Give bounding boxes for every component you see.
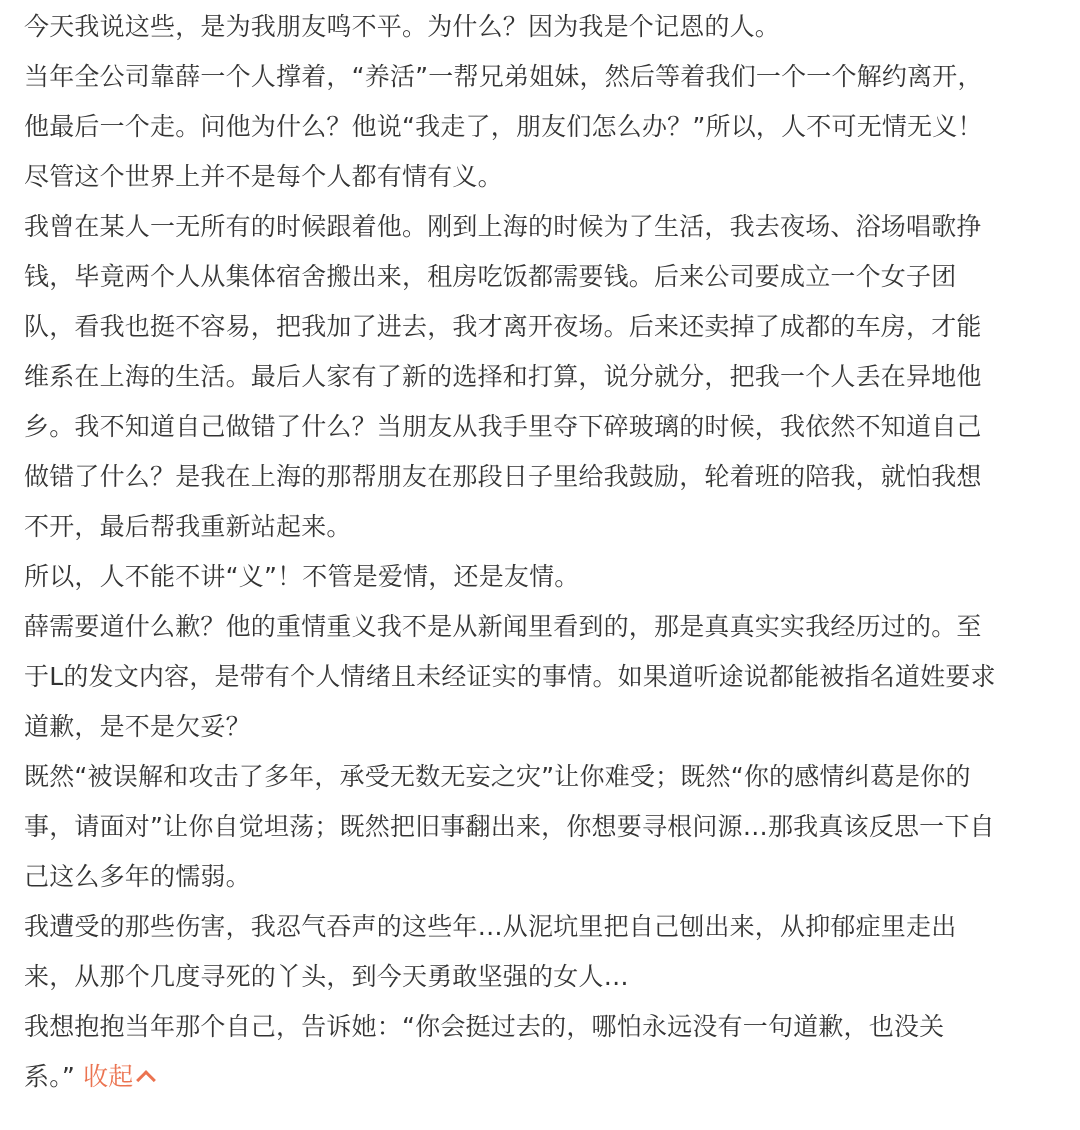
post-line-6: 钱，毕竟两个人从集体宿舍搬出来，租房吃饭都需要钱。后来公司要成立一个女子团 <box>24 262 957 291</box>
post-line-18: 己这么多年的懦弱。 <box>24 862 251 891</box>
post-line-11: 不开，最后帮我重新站起来。 <box>24 512 352 541</box>
post-line-17: 事，请面对”让你自觉坦荡；既然把旧事翻出来，你想要寻根问源…那我真该反思一下自 <box>24 812 995 841</box>
post-line-5: 我曾在某人一无所有的时候跟着他。刚到上海的时候为了生活，我去夜场、浴场唱歌挣 <box>24 212 982 241</box>
collapse-label: 收起 <box>83 1062 134 1091</box>
post-line-15: 道歉，是不是欠妥？ <box>24 712 251 741</box>
post-line-13: 薛需要道什么歉？他的重情重义我不是从新闻里看到的，那是真真实实我经历过的。至 <box>24 612 982 641</box>
post-line-8: 维系在上海的生活。最后人家有了新的选择和打算，说分就分，把我一个人丢在异地他 <box>24 362 982 391</box>
post-line-9: 乡。我不知道自己做错了什么？当朋友从我手里夺下碎玻璃的时候，我依然不知道自己 <box>24 412 982 441</box>
post-line-22: 系。” <box>24 1062 76 1091</box>
post-line-2: 当年全公司靠薛一个人撑着，“养活”一帮兄弟姐妹，然后等着我们一个一个解约离开， <box>24 62 983 91</box>
post-line-4: 尽管这个世界上并不是每个人都有情有义。 <box>24 162 503 191</box>
post-line-1: 今天我说这些，是为我朋友鸣不平。为什么？因为我是个记恩的人。 <box>24 12 781 41</box>
post-line-3: 他最后一个走。问他为什么？他说“我走了，朋友们怎么办？”所以，人不可无情无义！ <box>24 112 983 141</box>
post-line-7: 队，看我也挺不容易，把我加了进去，我才离开夜场。后来还卖掉了成都的车房，才能 <box>24 312 982 341</box>
collapse-button[interactable] <box>83 1062 153 1091</box>
post-last-line <box>24 1052 1080 1102</box>
post-line-12: 所以，人不能不讲“义”！不管是爱情，还是友情。 <box>24 562 580 591</box>
post-line-20: 来，从那个几度寻死的丫头，到今天勇敢坚强的女人… <box>24 962 629 991</box>
post-line-16: 既然“被误解和攻击了多年，承受无数无妄之灾”让你难受；既然“你的感情纠葛是你的 <box>24 762 971 791</box>
post-line-19: 我遭受的那些伤害，我忍气吞声的这些年…从泥坑里把自己刨出来，从抑郁症里走出 <box>24 912 957 941</box>
chevron-up-icon <box>137 1070 157 1090</box>
post-line-14: 于L的发文内容，是带有个人情绪且未经证实的事情。如果道听途说都能被指名道姓要求 <box>24 662 996 691</box>
post-line-10: 做错了什么？是我在上海的那帮朋友在那段日子里给我鼓励，轮着班的陪我，就怕我想 <box>24 462 982 491</box>
post-line-21: 我想抱抱当年那个自己，告诉她：“你会挺过去的，哪怕永远没有一句道歉，也没关 <box>24 1012 945 1041</box>
